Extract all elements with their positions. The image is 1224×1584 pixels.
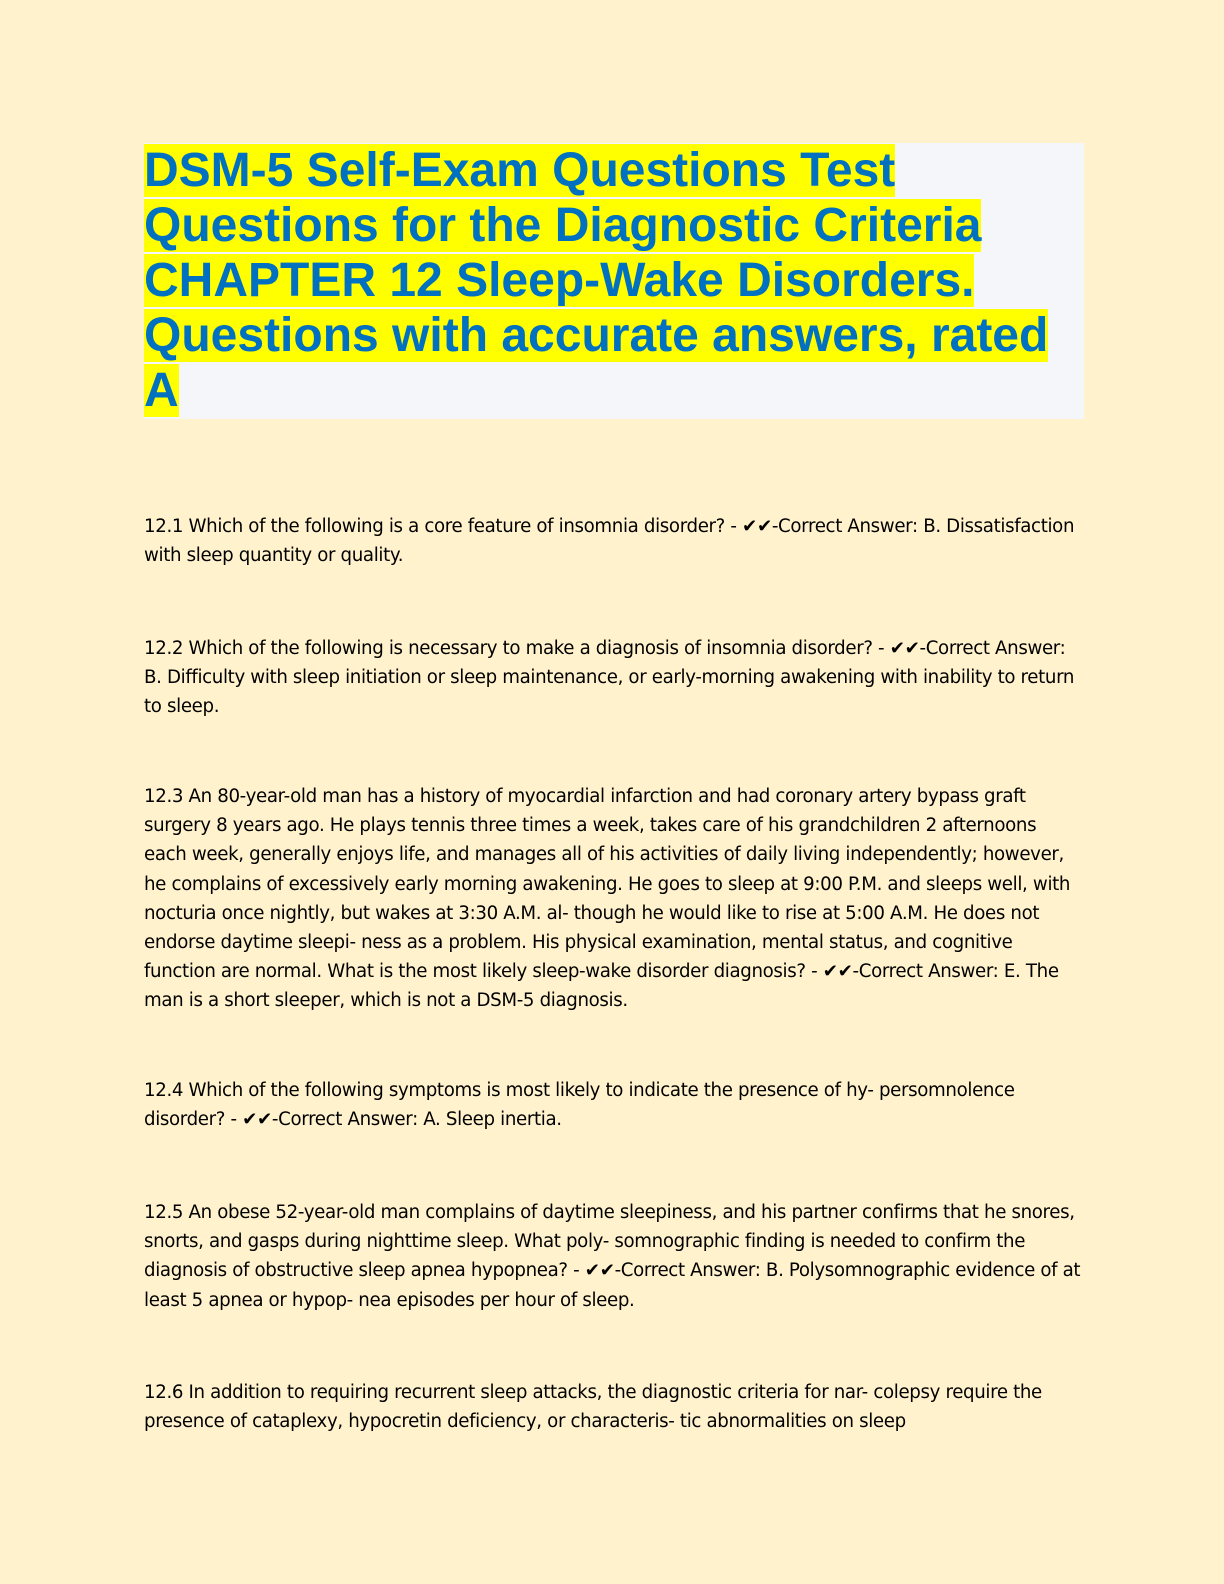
document-title bbox=[144, 143, 1084, 418]
question-12-5: 12.5 An obese 52-year-old man complains of daytime sleepiness, and his partner confirms that he snores, snorts, and gasps during nighttime sleep. What poly- somnographic finding is needed to confirm the diagnosis of obstructive sleep apnea hypopnea? - ✔✔-Correct Answer: B. Polysomnographic evidence of at least 5 apnea or hypop- nea episodes per hour of sleep. bbox=[144, 1202, 1081, 1311]
question-12-3: 12.3 An 80-year-old man has a history of myocardial infarction and had coronary artery bypass graft surgery 8 years ago. He plays tennis three times a week, takes care of his grandchildren 2 afternoons each week, generally enjoys life, and manages all of his activities of daily living independently; however, he complains of excessively early morning awakening. He goes to sleep at 9:00 P.M. and sleeps well, with nocturia once nightly, but wakes at 3:30 A.M. al- though he would like to rise at 5:00 A.M. He does not endorse daytime sleepi- ness as a problem. His physical examination, mental status, and cognitive function are normal. What is the most likely sleep-wake disorder diagnosis? - ✔✔-Correct Answer: E. The man is a short sleeper, which is not a DSM-5 diagnosis. bbox=[144, 786, 1071, 1012]
question-12-6: 12.6 In addition to requiring recurrent sleep attacks, the diagnostic criteria for nar- colepsy require the presence of cataplexy, hypocretin deficiency, or characteris- tic abnormalities on sleep bbox=[144, 1382, 1042, 1433]
question-12-4: 12.4 Which of the following symptoms is most likely to indicate the presence of hy- persomnolence disorder? - ✔✔-Correct Answer: A. Sleep inertia. bbox=[144, 1080, 1015, 1131]
title-block bbox=[144, 143, 1084, 419]
question-12-1: 12.1 Which of the following is a core feature of insomnia disorder? - ✔✔-Correct Answer: B. Dissatisfaction with sleep quantity or quality. bbox=[144, 516, 1075, 567]
title-highlight: DSM-5 Self-Exam Questions Test Questions for the Diagnostic Criteria CHAPTER 12 Sleep-Wake Disorders. Questions with accurate answers, rated A bbox=[144, 144, 1049, 417]
question-12-2: 12.2 Which of the following is necessary to make a diagnosis of insomnia disorder? - ✔✔-Correct Answer: B. Difficulty with sleep initiation or sleep maintenance, or early-morning awakening with inability to return to sleep. bbox=[144, 638, 1075, 718]
